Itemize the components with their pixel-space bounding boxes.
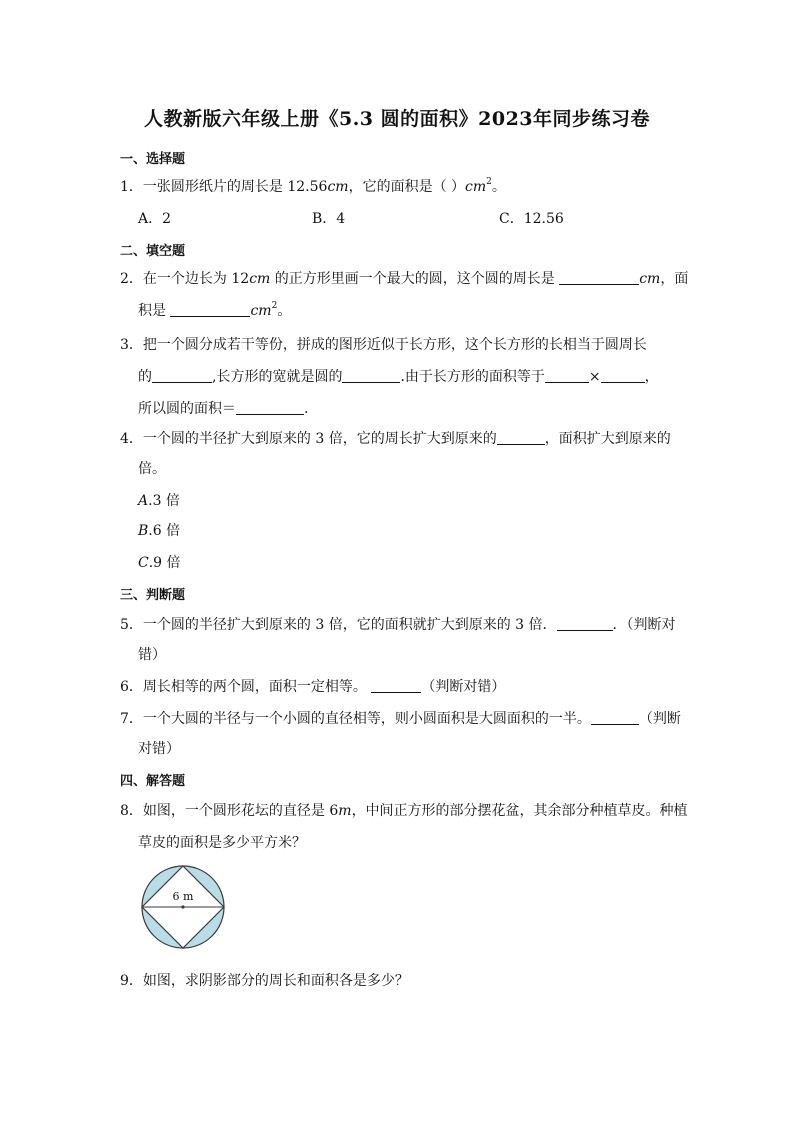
center-point [181, 905, 184, 908]
question-text: 一张圆形纸片的周长是 12.56 [142, 179, 328, 195]
question-text: 把一个圆分成若干等份，拼成的图形近似于长方形，这个长方形的长相当于圆周长 [142, 337, 647, 353]
question-number: 4． [120, 431, 143, 447]
answer-blank[interactable] [557, 616, 613, 631]
section-heading-solve: 四、解答题 [120, 774, 186, 789]
question-text: 。 [277, 303, 292, 319]
option-letter: A [138, 493, 149, 509]
answer-blank[interactable] [342, 368, 400, 383]
question-8 [120, 800, 688, 820]
option-text: .9 倍 [148, 555, 181, 571]
question-text: 一个圆的半径扩大到原来的 3 倍，它的面积就扩大到原来的 3 倍． [142, 617, 557, 633]
question-5-line-2: 错） [138, 647, 166, 663]
question-number: 7． [120, 711, 143, 727]
question-3 [120, 334, 647, 354]
answer-blank[interactable] [497, 430, 545, 445]
question-6 [120, 676, 505, 696]
question-text: 一个大圆的半径与一个小圆的直径相等，则小圆面积是大圆面积的一半。 [142, 711, 591, 727]
answer-blank[interactable] [601, 368, 645, 383]
question-text: 积是 [138, 303, 171, 319]
page-title: 人教新版六年级上册《5.3 圆的面积》2023年同步练习卷 [143, 108, 651, 130]
unit-text: cm [639, 271, 661, 287]
question-4-line-2: 倍。 [138, 461, 166, 477]
question-text: 周长相等的两个圆，面积一定相等。 [142, 679, 372, 695]
option-a: A．2 [138, 211, 172, 227]
question-text: 如图，求阴影部分的周长和面积各是多少？ [142, 973, 409, 989]
question-1 [120, 176, 506, 196]
question-text: ,长方形的宽就是圆的 [212, 369, 343, 385]
question-text: 一个圆的半径扩大到原来的 3 倍，它的周长扩大到原来的 [142, 431, 497, 447]
question-text: ，面积扩大到原来的 [544, 431, 671, 447]
question-text: ，面 [660, 271, 689, 287]
question-number: 9． [120, 973, 143, 989]
question-5 [120, 614, 676, 634]
question-number: 8． [120, 803, 143, 819]
unit-text: cm [327, 179, 349, 195]
unit-text: cm [250, 303, 272, 319]
answer-blank[interactable] [559, 270, 639, 285]
question-9 [120, 970, 409, 990]
unit-text: m [338, 803, 352, 819]
unit-text: cm [465, 179, 487, 195]
question-text: 如图，一个圆形花坛的直径是 6 [142, 803, 339, 819]
unit-text: cm [249, 271, 271, 287]
question-text: .由于长方形的面积等于 [400, 369, 545, 385]
question-8-line-2: 草皮的面积是多少平方米？ [138, 835, 306, 851]
question-2 [120, 268, 688, 288]
answer-blank[interactable] [152, 368, 212, 383]
question-text: （判断 [638, 711, 681, 727]
question-text: 所以圆的面积＝ [138, 401, 236, 417]
section-heading-choice: 一、选择题 [120, 152, 186, 167]
question-text: 。 [491, 179, 506, 195]
superscript: 2 [271, 301, 278, 311]
question-number: 5． [120, 617, 143, 633]
option-c: C．12.56 [499, 211, 564, 227]
section-heading-fill: 二、填空题 [120, 244, 186, 259]
answer-blank[interactable] [371, 678, 421, 693]
section-heading-judge: 三、判断题 [120, 588, 186, 603]
option-c [138, 552, 181, 572]
question-text: ．（判断对 [612, 617, 676, 633]
question-text: ，它的面积是（ ） [348, 179, 466, 195]
option-b [138, 520, 180, 540]
superscript: 2 [486, 177, 492, 187]
question-text: ， [644, 369, 659, 385]
option-letter: C [138, 555, 149, 571]
question-3-line-2 [138, 366, 659, 386]
answer-blank[interactable] [236, 400, 304, 415]
answer-blank[interactable] [545, 368, 589, 383]
answer-blank[interactable] [170, 302, 250, 317]
question-number: 6． [120, 679, 143, 695]
option-b: B．4 [312, 211, 346, 227]
answer-blank[interactable] [591, 710, 639, 725]
question-3-line-3 [138, 398, 308, 418]
question-number: 2． [120, 271, 143, 287]
times-sign: × [588, 369, 601, 385]
question-text: 的 [138, 369, 152, 385]
question-text: ，中间正方形的部分摆花盆，其余部分种植草皮。种植 [351, 803, 688, 819]
question-number: 3． [120, 337, 143, 353]
figure-svg [140, 864, 226, 950]
question-number: 1． [120, 179, 143, 195]
question-2-line-2 [138, 300, 291, 320]
option-a [138, 490, 180, 510]
question-7 [120, 708, 681, 728]
option-text: .6 倍 [148, 523, 181, 539]
circle-square-figure [140, 864, 226, 954]
question-text: . [304, 401, 309, 417]
question-4 [120, 428, 671, 448]
question-text: 的正方形里画一个最大的圆，这个圆的周长是 [270, 271, 560, 287]
option-letter: B [138, 523, 149, 539]
question-text: （判断对错） [421, 679, 506, 695]
question-7-line-2: 对错） [138, 741, 180, 757]
diameter-label: 6 m [172, 890, 194, 903]
option-text: .3 倍 [148, 493, 180, 509]
question-text: 在一个边长为 12 [142, 271, 250, 287]
